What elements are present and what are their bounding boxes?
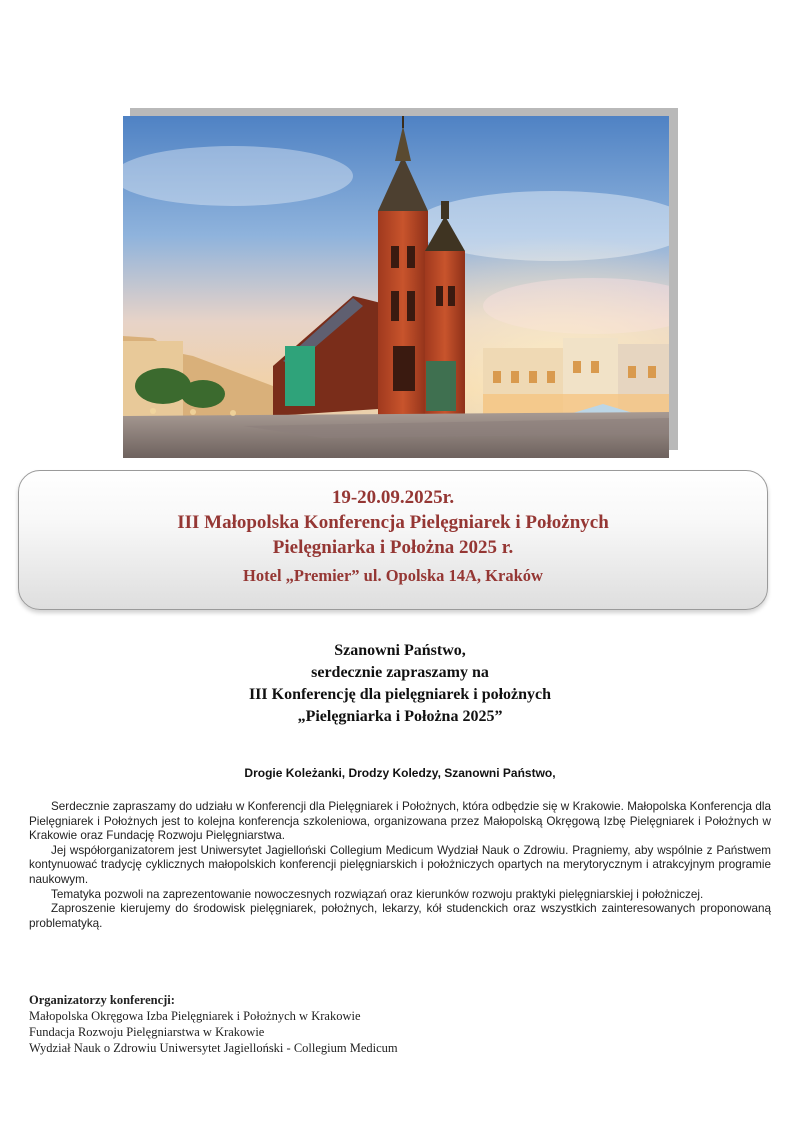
body-paragraph-1: Serdecznie zapraszamy do udziału w Konferencji dla Pielęgniarek i Położnych, która odbędzie się w Krakowie. Małopolska Konferencja dla Pielęgniarek i Położnych jest to kolejna konferencja szkoleniowa, organizowana przez Małopolską Okręgową Izbę Pielęgniarek i Położnych w Krakowie oraz Fundację Rozwoju Pielęgniarstwa. (29, 800, 771, 843)
organizers-section (29, 992, 729, 1056)
greeting-line-4: „Pielęgniarka i Położna 2025” (297, 708, 503, 725)
body-paragraph-3: Tematyka pozwoli na zaprezentowanie nowoczesnych rozwiązań oraz kierunków rozwoju praktyki pielęgniarskiej i położniczej. (51, 887, 704, 901)
organizers-heading: Organizatorzy konferencji: (29, 993, 175, 1007)
organizer-item: Wydział Nauk o Zdrowiu Uniwersytet Jagielloński - Collegium Medicum (29, 1041, 398, 1055)
greeting-line-1: Szanowni Państwo, (334, 642, 466, 659)
organizer-item: Fundacja Rozwoju Pielęgniarstwa w Krakowie (29, 1025, 265, 1039)
organizer-item: Małopolska Okręgowa Izba Pielęgniarek i Położnych w Krakowie (29, 1009, 361, 1023)
greeting-line-2: serdecznie zapraszamy na (311, 664, 489, 681)
body-paragraph-2: Jej współorganizatorem jest Uniwersytet Jagielloński Collegium Medicum Wydział Nauk o Zdrowiu. Pragniemy, aby wspólnie z Państwem kontynuować tradycję cyklicznych małopolskich konferencji pielęgniarskich i położniczych opartych na merytorycznym i atrakcyjnym programie naukowym. (29, 843, 771, 886)
invitation-greeting (0, 640, 800, 728)
conference-subtitle: Pielęgniarka i Położna 2025 r. (272, 537, 514, 558)
krakow-market-square-photo (123, 116, 669, 458)
conference-title: III Małopolska Konferencja Pielęgniarek i Położnych (177, 512, 609, 533)
conference-date: 19-20.09.2025r. (331, 487, 455, 508)
conference-venue: Hotel „Premier” ul. Opolska 14A, Kraków (243, 566, 543, 585)
conference-banner (18, 470, 768, 610)
salutation: Drogie Koleżanki, Drodzy Koledzy, Szanowni Państwo, (244, 766, 556, 780)
greeting-line-3: III Konferencję dla pielęgniarek i położnych (248, 686, 552, 703)
body-paragraph-4: Zaproszenie kierujemy do środowisk pielęgniarek, położnych, lekarzy, kół studenckich oraz wszystkich zainteresowanych proponowaną problematyką. (29, 902, 771, 930)
invitation-body (29, 800, 771, 931)
